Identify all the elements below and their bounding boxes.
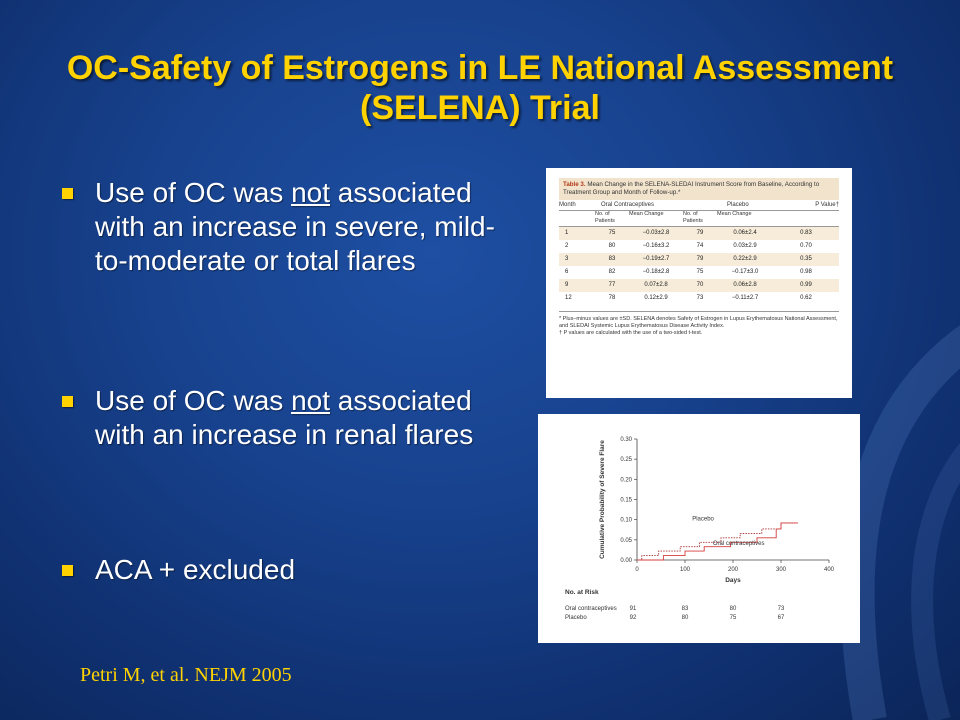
table-cell: 0.12±2.9	[644, 295, 668, 301]
y-tick-label: 0.00	[620, 558, 632, 564]
table-cell: −0.16±3.2	[642, 243, 670, 249]
table-row	[559, 266, 839, 279]
table-cell: 79	[696, 256, 704, 262]
series-label-placebo: Placebo	[692, 516, 714, 523]
risk-table-row-label: Oral contraceptives	[565, 606, 617, 612]
risk-table-value: 75	[729, 615, 737, 621]
table-row	[559, 227, 839, 240]
table-cell: 0.83	[800, 230, 812, 236]
kaplan-meier-chart	[538, 414, 860, 643]
table-row	[559, 240, 839, 253]
table-footnotes: * Plus–minus values are ±SD. SELENA denotes Safety of Estrogen in Lupus Erythematosus National Assessment, and SLEDAI Systemic Lupus Erythematosus Disease Activity Index. † P values are calculated with the use of a two-sided t-test.	[559, 311, 839, 337]
table-cell: 0.06±2.4	[733, 230, 757, 236]
table-cell: 74	[696, 243, 704, 249]
table-cell: −0.18±2.8	[642, 269, 670, 275]
risk-table-title: No. at Risk	[565, 589, 599, 596]
table-body	[559, 227, 839, 305]
table-cell: 0.99	[800, 282, 812, 288]
series-label-oral-contraceptives: Oral contraceptives	[712, 541, 765, 548]
table-cell: −0.19±2.7	[642, 256, 670, 262]
bullet-marker	[62, 565, 73, 576]
bullet-marker	[62, 396, 73, 407]
table-cell: 0.03±2.9	[733, 243, 757, 249]
y-axis-label: Cumulative Probability of Severe Flare	[599, 440, 606, 559]
table-cell: 1	[565, 230, 569, 236]
table-cell: 0.62	[800, 295, 812, 301]
table-cell: 6	[565, 269, 569, 275]
table-cell: 0.22±2.9	[733, 256, 757, 262]
citation: Petri M, et al. NEJM 2005	[80, 664, 292, 686]
y-tick-label: 0.20	[620, 477, 632, 484]
table-cell: 0.35	[800, 256, 812, 262]
x-tick-label: 0	[635, 567, 639, 573]
table-cell: 0.06±2.8	[733, 282, 757, 288]
x-tick-label: 300	[775, 567, 787, 573]
table-cell: 3	[565, 256, 569, 262]
x-tick-label: 200	[727, 567, 739, 573]
table-cell: 77	[608, 282, 616, 288]
table-cell: −0.17±3.0	[731, 269, 759, 275]
results-table-figure	[546, 168, 852, 398]
table-row	[559, 253, 839, 266]
risk-table-value: 67	[777, 615, 785, 621]
table-row	[559, 292, 839, 305]
table-cell: 2	[565, 243, 569, 249]
table-cell: 70	[696, 282, 704, 288]
x-axis-label: Days	[725, 577, 741, 584]
y-tick-label: 0.05	[620, 537, 632, 544]
slide-title: OC-Safety of Estrogens in LE National Assessment (SELENA) Trial	[66, 49, 894, 127]
y-tick-label: 0.25	[620, 457, 632, 464]
table-cell: −0.11±2.7	[731, 295, 759, 301]
table-subheader: No. of Patients Mean Change No. of Patients Mean Change	[559, 211, 839, 227]
risk-table-value: 80	[729, 606, 737, 612]
table-cell: 82	[608, 269, 616, 275]
kaplan-meier-chart-figure	[538, 414, 860, 643]
table-cell: 12	[565, 295, 572, 301]
risk-table-row-label: Placebo	[565, 615, 587, 621]
risk-table-value: 83	[681, 606, 689, 612]
table-header: Month Oral Contraceptives Placebo P Value†	[559, 200, 839, 211]
y-tick-label: 0.30	[620, 437, 632, 443]
risk-table-value: 80	[681, 615, 689, 621]
emphasis-not: not	[291, 385, 330, 416]
table-cell: 0.07±2.8	[644, 282, 668, 288]
table-cell: 75	[608, 230, 616, 236]
table-row	[559, 279, 839, 292]
table-cell: 0.98	[800, 269, 812, 275]
risk-table-value: 91	[629, 606, 637, 612]
risk-table-value: 73	[777, 606, 785, 612]
table-cell: −0.03±2.8	[642, 230, 670, 236]
emphasis-not: not	[291, 177, 330, 208]
risk-table-value: 92	[629, 615, 637, 621]
table-cell: 73	[696, 295, 704, 301]
table-caption: Table 3. Mean Change in the SELENA-SLEDAI Instrument Score from Baseline, According to Treatment Group and Month of Follow-up.*	[559, 178, 839, 200]
x-tick-label: 400	[823, 567, 835, 573]
table-cell: 9	[565, 282, 569, 288]
x-tick-label: 100	[679, 567, 691, 573]
bullet-marker	[62, 188, 73, 199]
y-tick-label: 0.10	[620, 517, 632, 524]
table-cell: 0.70	[800, 243, 812, 249]
table-cell: 80	[608, 243, 616, 249]
table-cell: 78	[608, 295, 616, 301]
table-cell: 79	[696, 230, 704, 236]
table-cell: 75	[696, 269, 704, 275]
y-tick-label: 0.15	[620, 497, 632, 504]
table-cell: 83	[608, 256, 616, 262]
